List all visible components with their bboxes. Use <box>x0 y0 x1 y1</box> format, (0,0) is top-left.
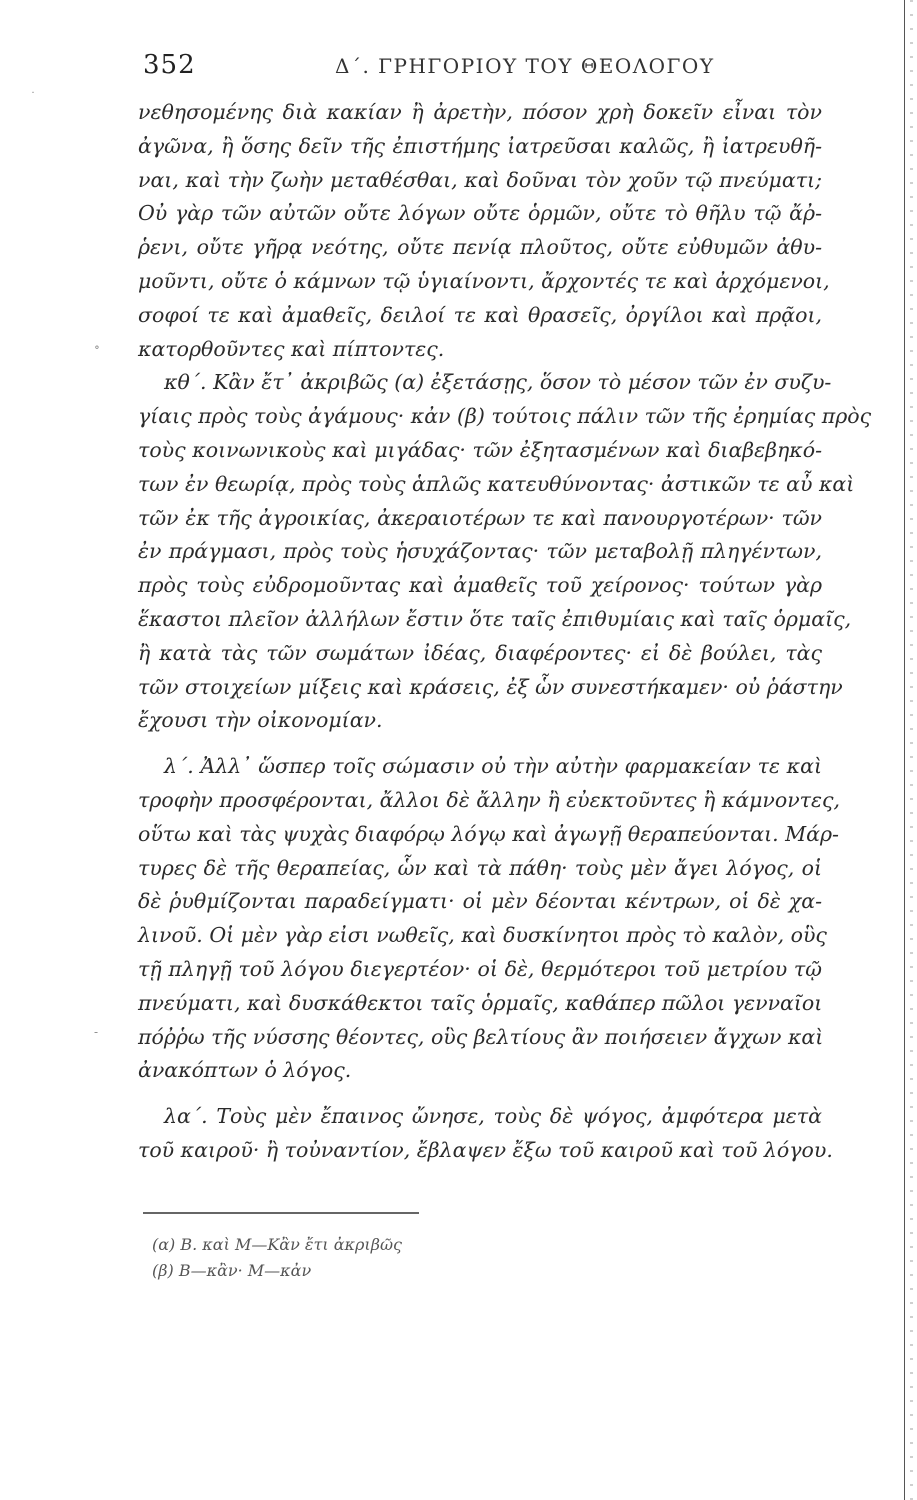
text-line: τῶν στοιχείων μίξεις καὶ κράσεις, ἐξ ὧν συνεστήκαμεν· οὐ ῥάστην <box>138 674 843 699</box>
text-line: πόῤῥω τῆς νύσσης θέοντες, οὓς βελτίους ἂν ποιήσειεν ἄγχων καὶ <box>138 1024 824 1049</box>
text-line: γίαις πρὸς τοὺς ἀγάμους· κἀν (β) τούτοις πάλιν τῶν τῆς ἐρημίας πρὸς <box>138 404 872 429</box>
text-line: πρὸς τοὺς εὐδρομοῦντας καὶ ἀμαθεῖς τοῦ χείρονος· τούτων γὰρ <box>138 573 822 598</box>
margin-speck: ˙ <box>30 90 36 104</box>
running-title: Δ΄. ΓΡΗΓΟΡΙΟΥ ΤΟΥ ΘΕΟΛΟΓΟΥ <box>335 54 715 78</box>
page-header <box>143 50 843 90</box>
text-line: ἀνακόπτων ὁ λόγος. <box>138 1058 352 1083</box>
footnotes <box>152 1232 552 1284</box>
margin-speck: - <box>94 1025 99 1039</box>
paragraph-1 <box>138 96 830 366</box>
footnote-separator <box>143 1212 419 1214</box>
page-edge-line <box>904 0 905 1500</box>
text-line: τῇ πληγῇ τοῦ λόγου διεγερτέον· οἱ δὲ, θερμότεροι τοῦ μετρίου τῷ <box>138 956 822 981</box>
text-line: κθ΄. Κἂν ἔτ᾽ ἀκριβῶς (α) ἐξετάσῃς, ὅσον τὸ μέσον τῶν ἐν συζυ- <box>164 370 832 395</box>
paragraph-3 <box>138 750 841 1088</box>
footnote-b: (β) Β—κἂν· Μ—κἀν <box>152 1261 312 1280</box>
text-line: τοῦ καιροῦ· ἢ τοὐναντίον, ἔβλαψεν ἔξω τοῦ καιροῦ καὶ τοῦ λόγου. <box>138 1137 833 1162</box>
text-line: νεθησομένης διὰ κακίαν ἢ ἀρετὴν, πόσον χρὴ δοκεῖν εἶναι τὸν <box>138 100 822 124</box>
paragraph-spacer <box>138 1088 822 1100</box>
footnote-a: (α) Β. καὶ Μ—Κἂν ἔτι ἀκριβῶς <box>152 1235 402 1254</box>
margin-speck: ∘ <box>94 340 100 354</box>
text-line: ἢ κατὰ τὰς τῶν σωμάτων ἰδέας, διαφέροντες· εἰ δὲ βούλει, τὰς <box>138 640 822 665</box>
text-line: σοφοί τε καὶ ἀμαθεῖς, δειλοί τε καὶ θρασεῖς, ὀργίλοι καὶ πρᾷοι, <box>138 302 822 327</box>
text-line: ἕκαστοι πλεῖον ἀλλήλων ἔστιν ὅτε ταῖς ἐπιθυμίαις καὶ ταῖς ὁρμαῖς, <box>138 606 852 631</box>
paragraph-spacer <box>138 738 822 750</box>
text-line: τυρες δὲ τῆς θεραπείας, ὧν καὶ τὰ πάθη· τοὺς μὲν ἄγει λόγος, οἱ <box>138 855 822 880</box>
text-line: δὲ ῥυθμίζονται παραδείγματι· οἱ μὲν δέονται κέντρων, οἱ δὲ χα- <box>138 889 822 914</box>
page-number: 352 <box>143 50 196 80</box>
text-line: λινοῦ. Οἱ μὲν γὰρ εἰσι νωθεῖς, καὶ δυσκίνητοι πρὸς τὸ καλὸν, οὓς <box>138 923 827 948</box>
text-line: ῥενι, οὔτε γῆρᾳ νεότης, οὔτε πενίᾳ πλοῦτος, οὔτε εὐθυμῶν ἀθυ- <box>138 235 822 260</box>
body-text <box>138 96 872 1168</box>
text-line: λ΄. Ἀλλ᾽ ὥσπερ τοῖς σώμασιν οὐ τὴν αὐτὴν φαρμακείαν τε καὶ <box>164 754 822 779</box>
text-line: Οὐ γὰρ τῶν αὐτῶν οὔτε λόγων οὔτε ὁρμῶν, οὔτε τὸ θῆλυ τῷ ἄῤ- <box>138 201 822 226</box>
text-line: κατορθοῦντες καὶ πίπτοντες. <box>138 336 445 361</box>
text-line: μοῦντι, οὔτε ὁ κάμνων τῷ ὑγιαίνοντι, ἄρχοντές τε καὶ ἀρχόμενοι, <box>138 268 830 293</box>
text-line: των ἐν θεωρίᾳ, πρὸς τοὺς ἁπλῶς κατευθύνοντας· ἀστικῶν τε αὖ καὶ <box>138 471 855 496</box>
text-line: τροφὴν προσφέρονται, ἄλλοι δὲ ἄλλην ἢ εὐεκτοῦντες ἢ κάμνοντες, <box>138 787 841 812</box>
text-line: ἀγῶνα, ἢ ὅσης δεῖν τῆς ἐπιστήμης ἰατρεῦσαι καλῶς, ἢ ἰατρευθῆ- <box>138 133 822 158</box>
text-line: πνεύματι, καὶ δυσκάθεκτοι ταῖς ὁρμαῖς, καθάπερ πῶλοι γενναῖοι <box>138 990 823 1015</box>
text-line: ἔχουσι τὴν οἰκονομίαν. <box>138 708 383 733</box>
text-line: ἐν πράγμασι, πρὸς τοὺς ἡσυχάζοντας· τῶν μεταβολῇ πληγέντων, <box>138 539 822 564</box>
text-line: λα΄. Τοὺς μὲν ἔπαινος ὤνησε, τοὺς δὲ ψόγος, ἀμφότερα μετὰ <box>164 1104 822 1129</box>
text-line: τῶν ἐκ τῆς ἀγροικίας, ἀκεραιοτέρων τε καὶ πανουργοτέρων· τῶν <box>138 505 822 530</box>
paragraph-2 <box>138 366 872 738</box>
text-line: τοὺς κοινωνικοὺς καὶ μιγάδας· τῶν ἐξητασμένων καὶ διαβεβηκό- <box>138 437 822 462</box>
text-line: ναι, καὶ τὴν ζωὴν μεταθέσθαι, καὶ δοῦναι τὸν χοῦν τῷ πνεύματι; <box>138 167 822 192</box>
paragraph-4 <box>138 1100 833 1168</box>
page-edge-marks <box>910 0 913 1500</box>
text-line: οὕτω καὶ τὰς ψυχὰς διαφόρῳ λόγῳ καὶ ἀγωγῇ θεραπεύονται. Μάρ- <box>138 821 839 846</box>
